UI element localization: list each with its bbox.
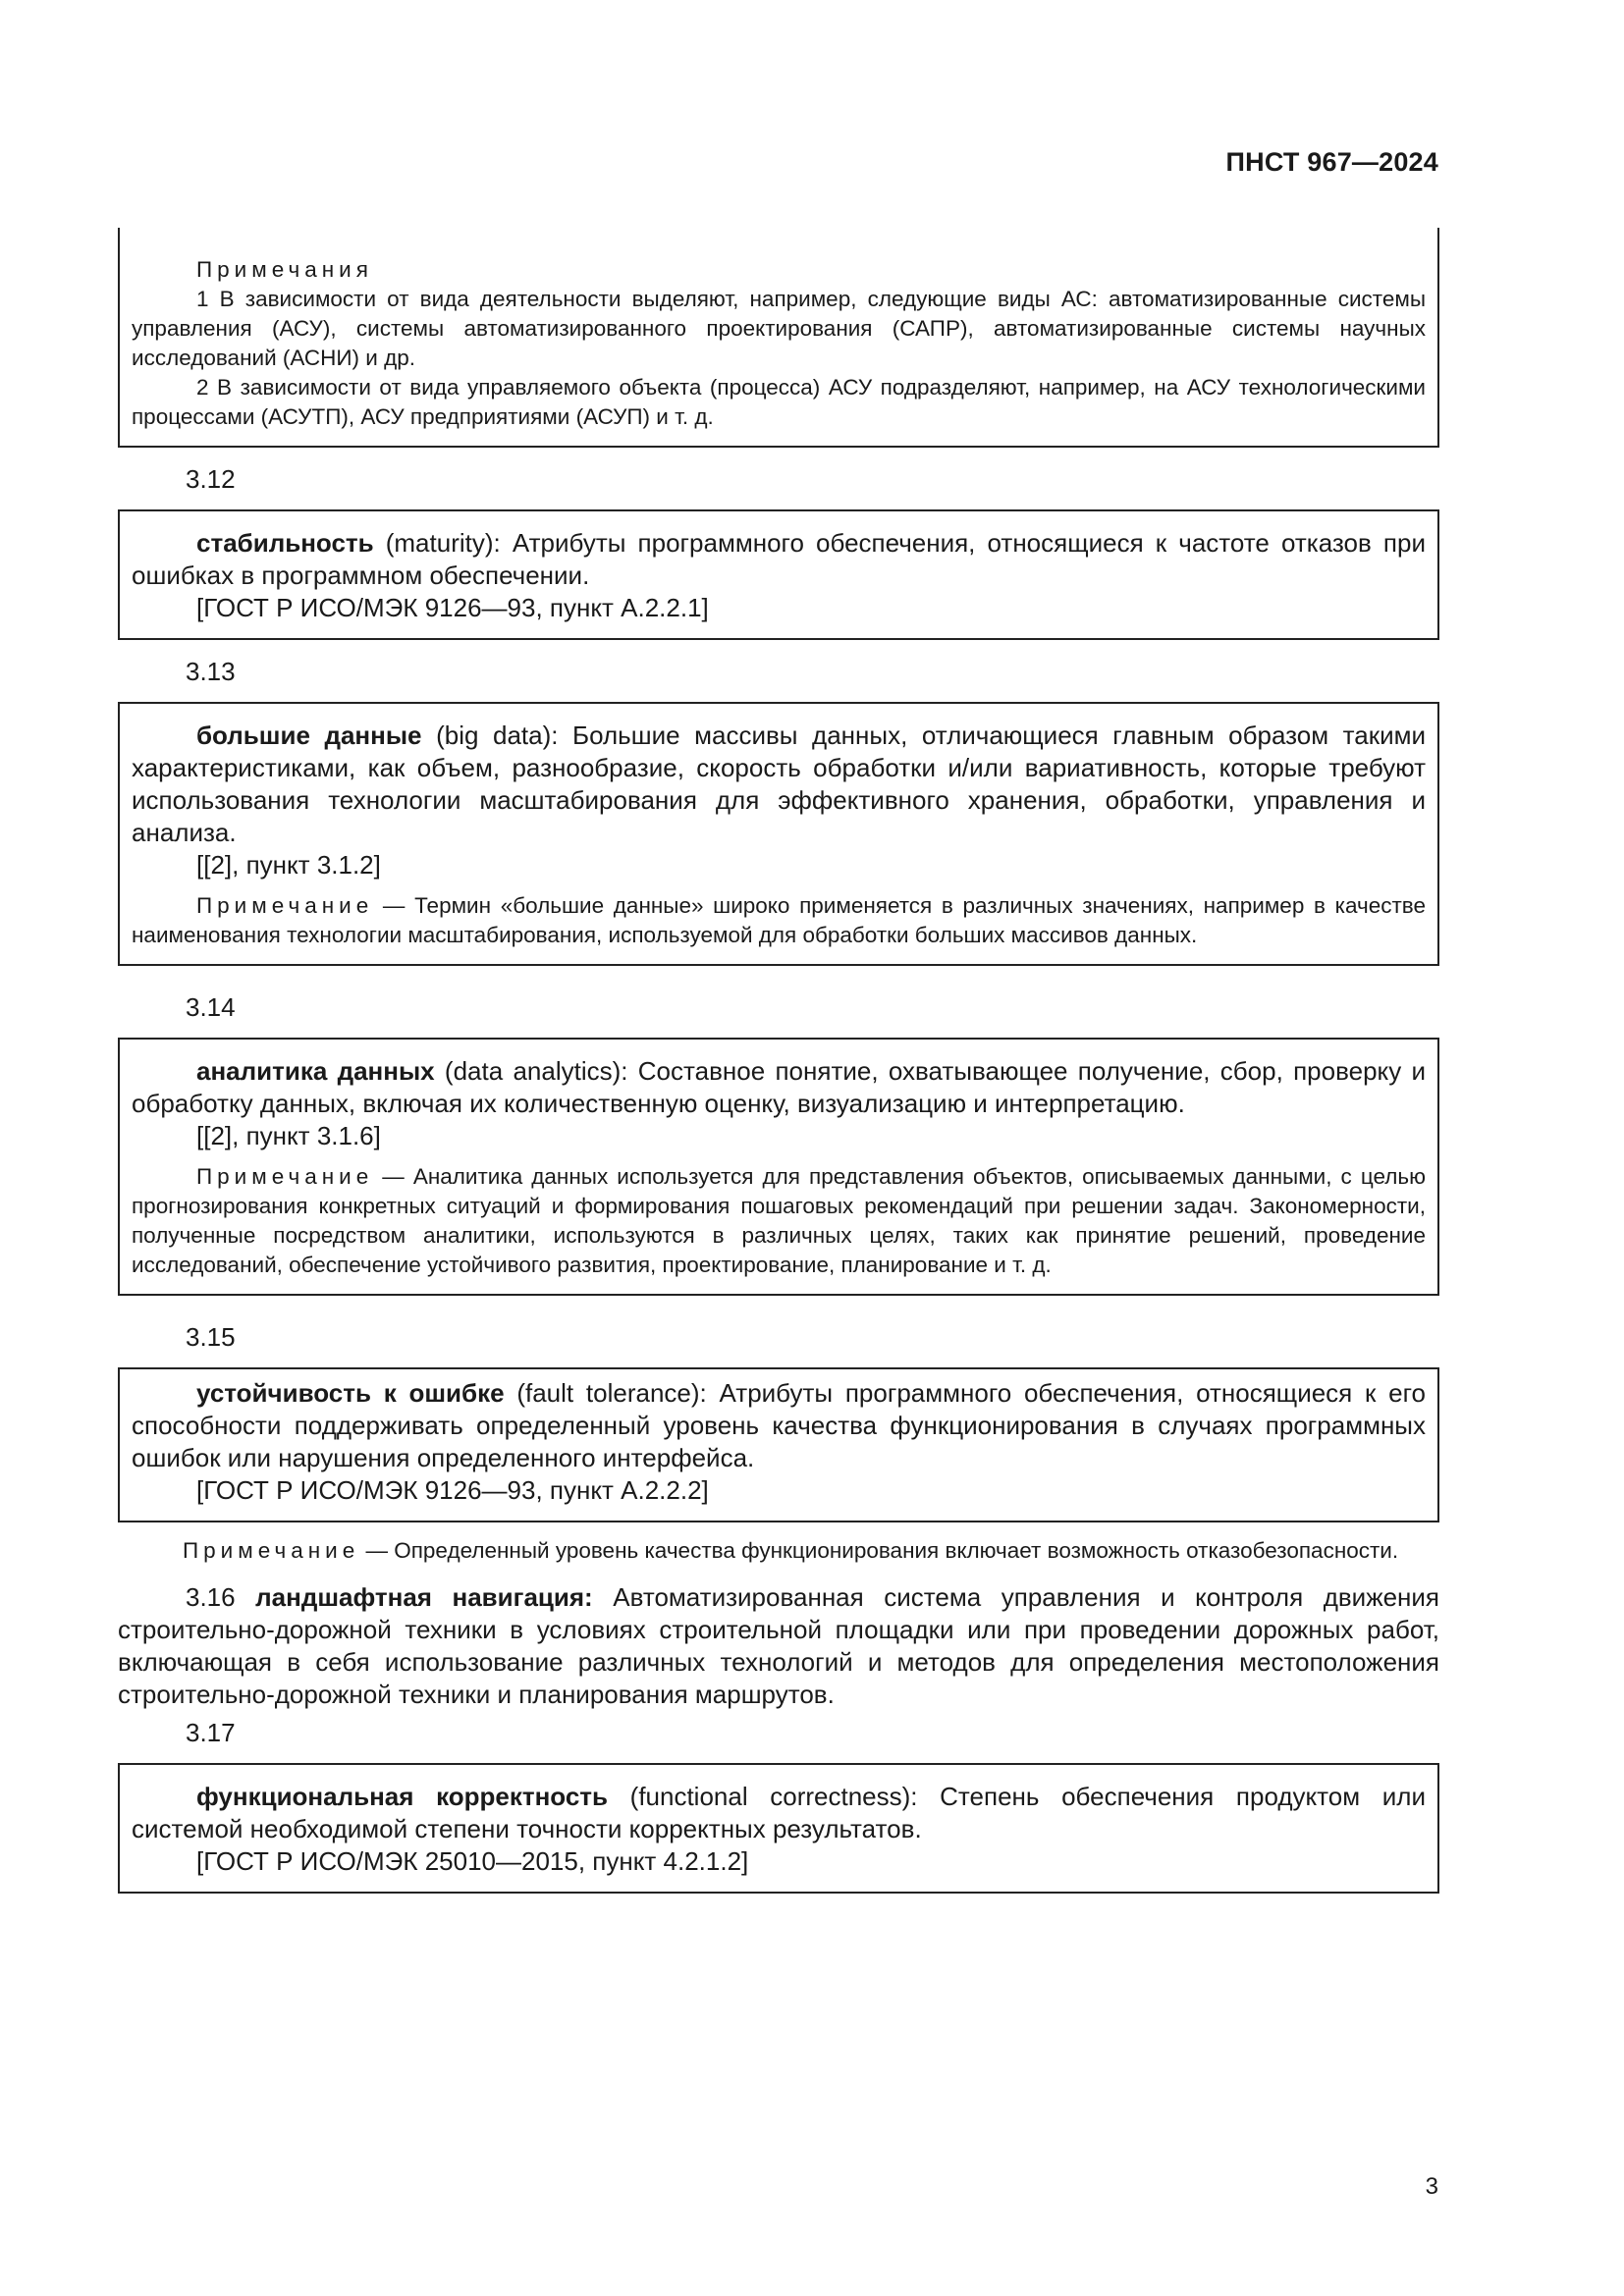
term-number-3-16: 3.16 [186,1582,256,1612]
term-number-3-14: 3.14 [186,992,236,1022]
term-number-3-13: 3.13 [186,657,236,686]
term-definition [132,1055,1426,1120]
note-label: Примечание [196,1164,374,1189]
term-definition [132,720,1426,849]
term-note [132,891,1426,950]
note-label: Примечание [196,893,374,918]
note-2: 2 В зависимости от вида управляемого объекта (процесса) АСУ подразделяют, например, на АСУ технологическими процессами (АСУТП), АСУ предприятиями (АСУП) и т. д. [132,375,1426,429]
term-definition [132,1781,1426,1845]
note-text: — Определенный уровень качества функционирования включает возможность отказобезопасности. [359,1538,1399,1563]
term-name: ландшафтная навигация: [255,1582,593,1612]
term-definition [132,527,1426,592]
term-box-3-15 [118,1367,1439,1522]
note-1: 1 В зависимости от вида деятельности выделяют, например, следующие виды АС: автоматизированные системы управления (АСУ), системы автоматизированного проектирования (САПР), автоматизированные системы научных исследований (АСНИ) и др. [132,287,1426,370]
page-number: 3 [1425,2173,1438,2200]
term-box-3-12 [118,509,1439,640]
term-name: устойчивость к ошибке [196,1378,505,1408]
note-label: Примечание [183,1538,360,1563]
term-note [132,1162,1426,1280]
term-definition-text: (data analytics): Составное понятие, охватывающее получение, сбор, проверку и обработку данных, включая их количественную оценку, визуализацию и интерпретацию. [132,1056,1427,1118]
term-name: стабильность [196,528,374,558]
term-reference: [ГОСТ Р ИСО/МЭК 25010—2015, пункт 4.2.1.2] [196,1846,749,1876]
term-definition-text: (big data): Большие массивы данных, отличающиеся главным образом такими характеристиками, как объем, разнообразие, скорость обработки и/или вариативность, которые требуют использования технологии масштабирования для эффективного хранения, обработки, управления и анализа. [132,721,1427,847]
term-reference: [ГОСТ Р ИСО/МЭК 9126—93, пункт А.2.2.1] [196,593,709,622]
term-definition-text: (maturity): Атрибуты программного обеспечения, относящиеся к частоте отказов при ошибках в программном обеспечении. [132,528,1426,590]
term-reference: [[2], пункт 3.1.2] [196,850,381,880]
document-body [118,228,1439,1894]
term-box-3-14 [118,1038,1439,1296]
term-number-3-15: 3.15 [186,1322,236,1352]
notes-heading: Примечания [196,257,373,282]
term-number-3-12: 3.12 [186,464,236,494]
term-name: большие данные [196,721,422,750]
note-text: — Аналитика данных используется для представления объектов, описываемых данными, с целью прогнозирования конкретных ситуаций и формирования пошаговых рекомендаций при решении задач. Закономерности, полученные посредством аналитики, используются в различных целях, таких как принятие решений, проведение исследований, обеспечение устойчивого развития, проектирование, планирование и т. д. [132,1164,1426,1277]
document-header: ПНСТ 967—2024 [1225,147,1438,177]
term-box-3-13 [118,702,1439,966]
term-reference: [ГОСТ Р ИСО/МЭК 9126—93, пункт А.2.2.2] [196,1475,709,1505]
term-name: аналитика данных [196,1056,435,1086]
term-definition-text: (functional correctness): Степень обеспечения продуктом или системой необходимой степени точности корректных результатов. [132,1782,1426,1843]
term-note-3-15 [118,1536,1439,1566]
term-3-16 [118,1581,1439,1711]
term-definition-text: Автоматизированная система управления и контроля движения строительно-дорожной техники в условиях строительной площадки или при проведении дорожных работ, включающая в себя использование различных технологий и методов для определения местоположения строительно-дорожной техники и планирования маршрутов. [118,1582,1440,1709]
term-definition [132,1377,1426,1474]
term-number-3-17: 3.17 [186,1718,236,1747]
term-definition-text: (fault tolerance): Атрибуты программного обеспечения, относящиеся к его способности поддерживать определенный уровень качества функционирования в случаях программных ошибок или нарушения определенного интерфейса. [132,1378,1426,1472]
term-reference: [[2], пункт 3.1.6] [196,1121,381,1150]
note-text: — Термин «большие данные» широко применяется в различных значениях, например в качестве наименования технологии масштабирования, используемой для обработки больших массивов данных. [132,893,1426,947]
term-box-3-17 [118,1763,1439,1894]
term-name: функциональная корректность [196,1782,609,1811]
term-box-3-11-continued [118,228,1439,448]
